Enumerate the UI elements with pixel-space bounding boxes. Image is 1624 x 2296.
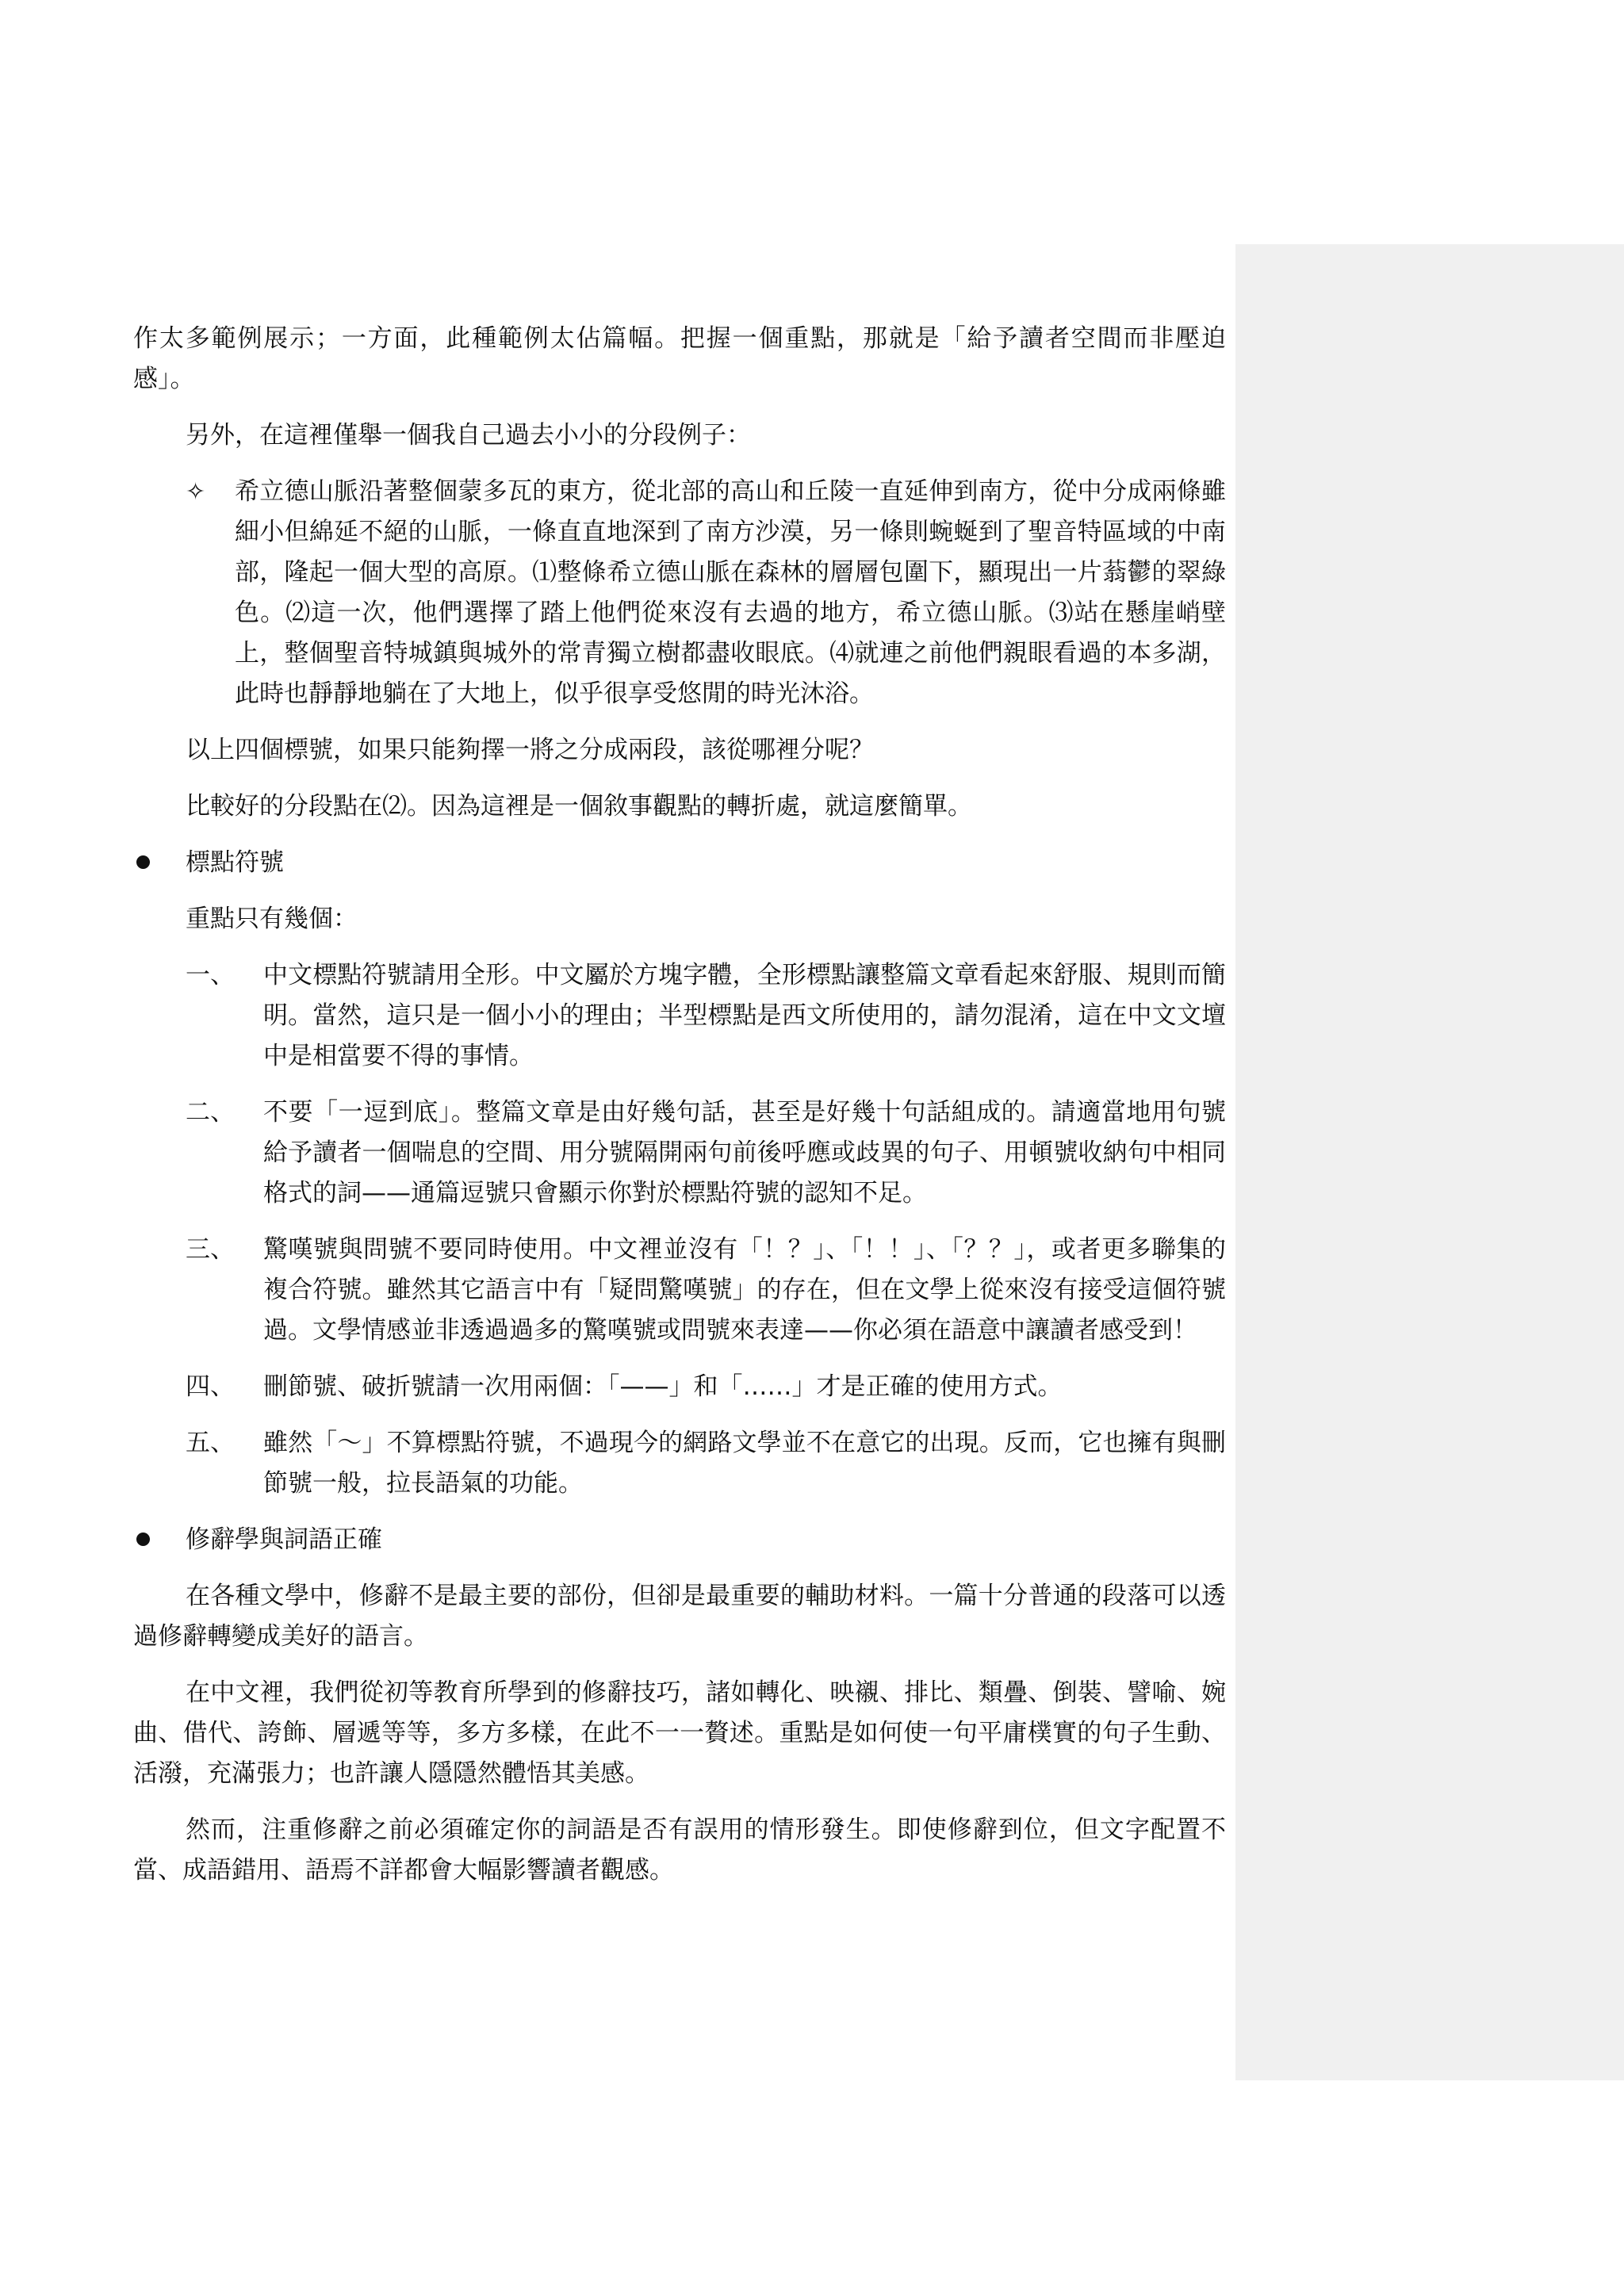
example-text: 希立德山脈沿著整個蒙多瓦的東方，從北部的高山和丘陵一直延伸到南方，從中分成兩條雖細小但綿延不絕的山脈，一條直直地深到了南方沙漠，另一條則蜿蜒到了聖音特區域的中南部，隆起一個大型的高原。⑴整條希立德山脈在森林的層層包圍下，顯現出一片蓊鬱的翠綠色。⑵這一次，他們選擇了踏上他們從來沒有去過的地方，希立德山脈。⑶站在懸崖峭壁上，整個聖音特城鎮與城外的常青獨立樹都盡收眼底。⑷就連之前他們親眼看過的本多湖，此時也靜靜地躺在了大地上，似乎很享受悠閒的時光沐浴。 <box>235 477 1226 708</box>
bullet-icon <box>133 1520 186 1560</box>
item-number: 三、 <box>186 1235 235 1264</box>
section-heading-punctuation <box>133 843 1226 883</box>
document-body <box>133 319 1226 1907</box>
body-paragraph: 然而，注重修辭之前必須確定你的詞語是否有誤用的情形發生。即使修辭到位，但文字配置不當、成語錯用、語焉不詳都會大幅影響讀者觀感。 <box>133 1816 1226 1885</box>
numbered-item <box>133 1367 1226 1407</box>
numbered-item <box>133 1093 1226 1214</box>
numbered-item <box>133 1423 1226 1504</box>
body-paragraph: 在中文裡，我們從初等教育所學到的修辭技巧，諸如轉化、映襯、排比、類疊、倒裝、譬喻、婉曲、借代、誇飾、層遞等等，多方多樣，在此不一一贅述。重點是如何使一句平庸樸實的句子生動、活潑，充滿張力；也許讓人隱隱然體悟其美感。 <box>133 1678 1226 1788</box>
example-intro: 另外，在這裡僅舉一個我自己過去小小的分段例子： <box>186 421 751 450</box>
item-number: 五、 <box>186 1429 235 1457</box>
star-bullet-icon: ✧ <box>186 478 206 506</box>
item-text: 雖然「～」不算標點符號，不過現今的網路文學並不在意它的出現。反而，它也擁有與刪節號一般，拉長語氣的功能。 <box>263 1429 1226 1498</box>
intro-paragraph: 作太多範例展示；一方面，此種範例太佔篇幅。把握一個重點，那就是「給予讀者空間而非壓迫感」。 <box>133 324 1226 393</box>
item-text: 不要「一逗到底」。整篇文章是由好幾句話，甚至是好幾十句話組成的。請適當地用句號給予讀者一個喘息的空間、用分號隔開兩句前後呼應或歧異的句子、用頓號收納句中相同格式的詞——通篇逗號只會顯示你對於標點符號的認知不足。 <box>263 1098 1226 1207</box>
item-text: 驚嘆號與問號不要同時使用。中文裡並沒有「！？」、「！！」、「？？」，或者更多聯集的複合符號。雖然其它語言中有「疑問驚嘆號」的存在，但在文學上從來沒有接受這個符號過。文學情感並非透過過多的驚嘆號或問號來表達——你必須在語意中讓讀者感受到！ <box>263 1235 1226 1345</box>
answer-paragraph: 比較好的分段點在⑵。因為這裡是一個敘事觀點的轉折處，就這麼簡單。 <box>186 792 972 821</box>
punctuation-lead: 重點只有幾個： <box>186 905 358 933</box>
bullet-icon <box>133 843 186 883</box>
item-number: 四、 <box>186 1372 235 1401</box>
body-paragraph: 在各種文學中，修辭不是最主要的部份，但卻是最重要的輔助材料。一篇十分普通的段落可以透過修辭轉變成美好的語言。 <box>133 1582 1226 1651</box>
item-text: 中文標點符號請用全形。中文屬於方塊字體，全形標點讓整篇文章看起來舒服、規則而簡明。當然，這只是一個小小的理由；半型標點是西文所使用的，請勿混淆，這在中文文壇中是相當要不得的事情。 <box>263 961 1226 1070</box>
item-number: 一、 <box>186 961 235 989</box>
example-block <box>133 472 1226 714</box>
section-heading-rhetoric <box>133 1520 1226 1560</box>
comment-margin-pane <box>1235 244 1624 2080</box>
item-text: 刪節號、破折號請一次用兩個：「——」和「……」才是正確的使用方式。 <box>263 1372 1063 1401</box>
heading-text: 標點符號 <box>186 848 284 877</box>
heading-text: 修辭學與詞語正確 <box>186 1525 382 1554</box>
numbered-item <box>133 1230 1226 1351</box>
question-paragraph: 以上四個標號，如果只能夠擇一將之分成兩段，該從哪裡分呢？ <box>186 736 874 764</box>
item-number: 二、 <box>186 1098 235 1127</box>
numbered-item <box>133 955 1226 1077</box>
